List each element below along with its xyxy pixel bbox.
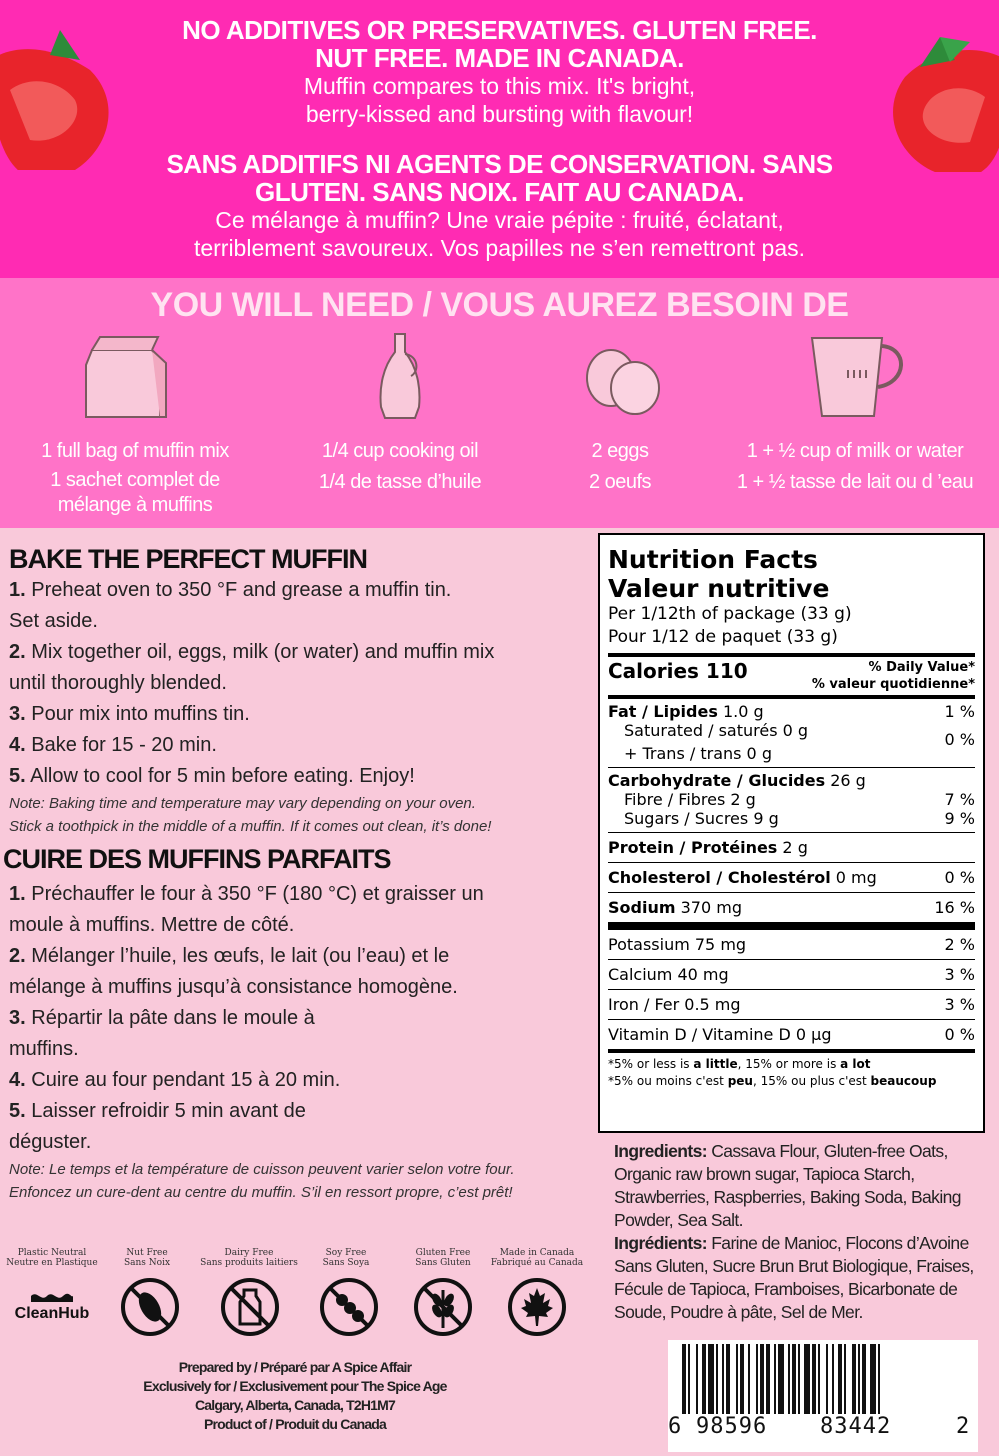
need-bag-line-1: 1 full bag of muffin mix [41,440,229,462]
you-will-need-title: YOU WILL NEED / VOUS AUREZ BESOIN DE [150,286,849,324]
need-oil-line-2: 1/4 de tasse d’huile [318,471,482,493]
dv-header-en: % Daily Value* [868,660,975,675]
header-en-bold-1: NO ADDITIVES OR PRESERVATIVES. GLUTEN FREE. [182,15,817,45]
maple-leaf-icon [506,1276,568,1338]
bake-en-step-5: 5. Allow to cool for 5 min before eating. Enjoy! [9,765,415,787]
row-cholesterol: Cholesterol / Cholestérol 0 mg 0 % [608,868,975,887]
badge-canada-line-1: Made in Canada [499,1248,575,1258]
prepared-line-4: Product of / Produit du Canada [203,1416,387,1432]
badge-dairy-line-2: Sans produits laitiers [200,1258,298,1268]
measuring-cup-icon [808,332,913,420]
header-fr-text-2: terriblement savoureux. Vos papilles ne s’en remettront pas. [193,235,806,261]
serving-fr: Pour 1/12 de paquet (33 g) [608,627,838,647]
row-fibre: Fibre / Fibres 2 g 7 % [624,790,975,809]
nutrition-title-fr: Valeur nutritive [608,574,830,603]
no-nuts-icon [119,1276,181,1338]
badge-plastic-line-1: Plastic Neutral [17,1248,87,1258]
badge-dairy-free [195,1248,303,1268]
badge-gluten-line-2: Sans Gluten [415,1258,471,1268]
need-oil-line-1: 1/4 cup cooking oil [321,440,479,462]
footnote-fr: *5% ou moins c'est peu, 15% ou plus c'est beaucoup [608,1074,937,1088]
row-saturated: Saturated / saturés 0 g [624,721,809,740]
prepared-line-2: Exclusively for / Exclusivement pour The Spice Age [143,1378,447,1394]
badge-nut-free [112,1248,182,1268]
header-banner [0,0,999,278]
need-eggs-line-2: 2 oeufs [588,471,652,493]
bake-en-step-1: 1. Preheat oven to 350 °F and grease a muffin tin. Set aside. [9,579,452,632]
need-item-oil [290,436,510,498]
header-en-text-1: Muffin compares to this mix. It's bright, [303,73,696,99]
ingredients [614,1140,994,1324]
barcode-digit-first: 6 [668,1414,682,1439]
strawberry-left-icon [0,20,120,170]
bake-fr-title: CUIRE DES MUFFINS PARFAITS [3,844,391,874]
barcode [668,1340,978,1452]
row-trans: + Trans / trans 0 g 0 % [624,730,975,763]
serving-en: Per 1/12th of package (33 g) [608,604,852,624]
row-carb: Carbohydrate / Glucides 26 g [608,771,866,790]
nutrition-facts-table [598,533,985,1133]
dv-header-fr: % valeur quotidienne* [811,677,975,692]
need-eggs-line-1: 2 eggs [591,440,649,462]
badge-nut-line-1: Nut Free [126,1248,168,1258]
badge-soy-free [313,1248,379,1268]
paper-bag-icon [80,335,170,420]
header-fr-text-1: Ce mélange à muffin? Une vraie pépite : fruité, éclatant, [215,207,784,233]
bake-fr-step-5: 5. Laisser refroidir 5 min avant de déguster. [9,1100,306,1153]
bake-fr-step-3: 3. Répartir la pâte dans le moule à muffins. [9,1007,315,1060]
prepared-line-1: Prepared by / Préparé par A Spice Affair [178,1359,412,1375]
prepared-by [120,1358,470,1434]
badge-dairy-line-1: Dairy Free [224,1248,274,1258]
badge-nut-line-2: Sans Noix [123,1258,171,1268]
bake-en-step-2: 2. Mix together oil, eggs, milk (or water) and muffin mix until thoroughly blended. [9,641,495,694]
cleanhub-brand: CleanHub [14,1305,90,1322]
ingredients-fr: Ingrédients: Farine de Manioc, Flocons d’Avoine Sans Gluten, Sucre Brun Brut Biologique, Fraises, Fécule de Tapioca, Framboises, Bicarbonate de Soude, Poudre à pâte, Sel de Mer. [614,1233,974,1322]
strawberry-right-icon [880,22,999,172]
bake-en-note: Note: Baking time and temperature may vary depending on your oven. Stick a toothpick in the middle of a muffin. If it comes out clean, it’s done! [9,795,492,835]
bake-en-step-4: 4. Bake for 15 - 20 min. [9,734,217,756]
barcode-group-left: 98596 [696,1414,768,1439]
badge-plastic-line-2: Neutre en Plastique [6,1258,98,1268]
bake-fr-note: Note: Le temps et la température de cuisson peuvent varier selon votre four. Enfoncez un cure-dent au centre du muffin. S’il en ressort propre, c’est prêt! [9,1161,515,1201]
row-calcium: Calcium 40 mg 3 % [608,965,975,984]
header-en-text-2: berry-kissed and bursting with flavour! [305,101,694,127]
badge-gluten-free [408,1248,478,1268]
header-fr-bold-2: GLUTEN. SANS NOIX. FAIT AU CANADA. [254,177,745,207]
header-fr-bold-1: SANS ADDITIFS NI AGENTS DE CONSERVATION. SANS [166,149,833,179]
footnote-en: *5% or less is a little, 15% or more is a lot [608,1057,871,1071]
bake-en-title: BAKE THE PERFECT MUFFIN [9,544,367,574]
cleanhub-icon [27,1288,77,1306]
eggs-icon [583,348,663,418]
bake-fr-step-1: 1. Préchauffer le four à 350 °F (180 °C) et graisser un moule à muffins. Mettre de côté. [9,883,484,936]
need-item-eggs [560,436,680,498]
row-iron: Iron / Fer 0.5 mg 3 % [608,995,975,1014]
badge-canada-line-2: Fabriqué au Canada [490,1258,584,1268]
ingredients-en: Ingredients: Cassava Flour, Gluten-free Oats, Organic raw brown sugar, Tapioca Starch, Strawberries, Raspberries, Baking Soda, Baking Powder, Sea Salt. [614,1141,961,1230]
bake-instructions [3,544,589,1204]
bake-fr-step-4: 4. Cuire au four pendant 15 à 20 min. [9,1069,341,1091]
row-sodium: Sodium 370 mg 16 % [608,898,975,917]
no-milk-icon [219,1276,281,1338]
need-milk-line-2: 1 + ½ tasse de lait ou d ’eau [736,471,974,493]
badge-made-in-canada [486,1248,588,1268]
badge-soy-line-1: Soy Free [325,1248,367,1258]
nutrition-title-en: Nutrition Facts [608,545,818,574]
bake-fr-step-2: 2. Mélanger l’huile, les œufs, le lait (ou l’eau) et le mélange à muffins jusqu’à consistance homogène. [9,945,458,998]
need-bag-line-3: mélange à muffins [57,494,213,516]
need-item-milk [720,436,990,498]
no-gluten-icon [412,1276,474,1338]
need-bag-line-2: 1 sachet complet de [50,469,220,491]
row-sugars: Sugars / Sucres 9 g 9 % [624,809,975,828]
barcode-digit-last: 2 [956,1414,970,1439]
row-fat: Fat / Lipides 1.0 g 1 % [608,702,975,721]
barcode-group-right: 83442 [820,1414,892,1439]
badge-plastic-neutral [0,1248,104,1322]
need-item-bag [20,436,250,517]
no-soy-icon [318,1276,380,1338]
row-protein: Protein / Protéines 2 g [608,838,808,857]
prepared-line-3: Calgary, Alberta, Canada, T2H1M7 [194,1397,396,1413]
oil-bottle-icon [375,332,425,420]
badge-soy-line-2: Sans Soya [322,1258,370,1268]
bake-en-step-3: 3. Pour mix into muffins tin. [9,703,250,725]
calories: Calories 110 [608,659,748,683]
row-potassium: Potassium 75 mg 2 % [608,935,975,954]
badge-gluten-line-1: Gluten Free [415,1248,471,1258]
need-milk-line-1: 1 + ½ cup of milk or water [746,440,964,462]
row-vitamin-d: Vitamin D / Vitamine D 0 µg 0 % [608,1025,975,1044]
barcode-bars [668,1340,978,1420]
header-en-bold-2: NUT FREE. MADE IN CANADA. [315,43,684,73]
